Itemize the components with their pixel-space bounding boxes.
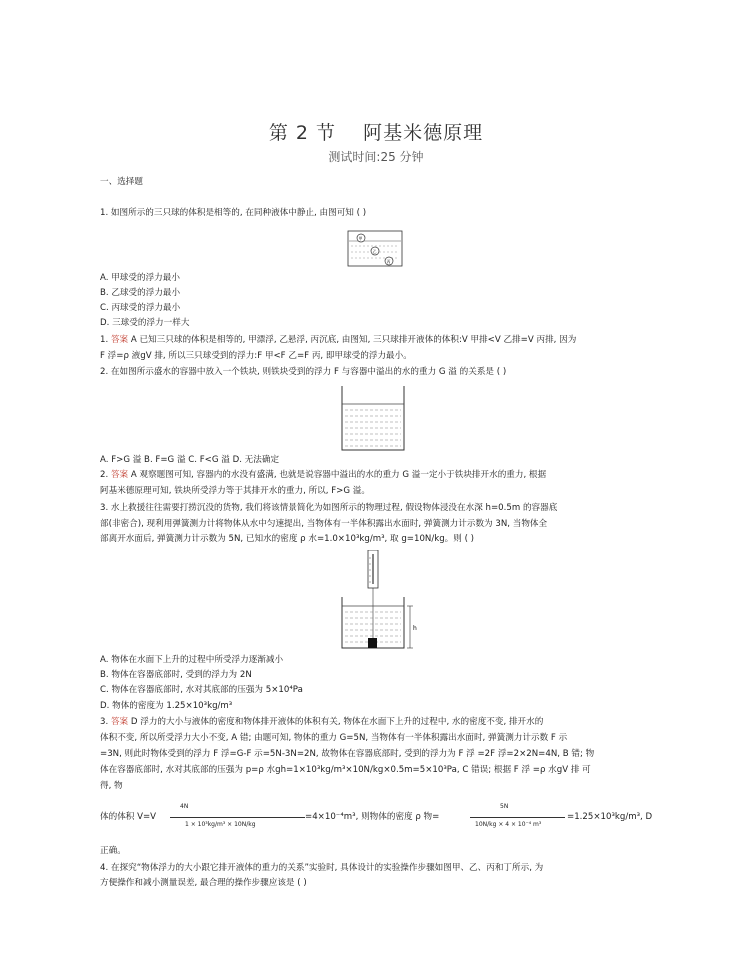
fraction2-bar [470,817,565,818]
q3-stem-line1: 3. 水上救援往往需要打捞沉没的货物, 我们将该情景简化为如图所示的物理过程, 假设物体浸没在水深 h=0.5m 的容器底 [100,503,558,513]
q3-answer-line2: 体积不变, 所以所受浮力大小不变, A 错; 由题可知, 物体的重力 G=5N, 当物体有一半体积露出水面时, 弹簧测力计示数 F 示 [100,733,568,743]
page-title: 第 2 节 阿基米德原理 [268,122,484,144]
answer-label: 答案 [110,335,129,345]
q1-answer: 1. 答案 A 已知三只球的体积是相等的, 甲漂浮, 乙悬浮, 丙沉底, 由图知, 三只球排开液体的体积:V 甲排<V 乙排=V 丙排, 因为 [100,335,577,345]
q4-stem-line2: 方便操作和减小测量误差, 最合理的操作步骤应该是 ( ) [100,878,307,888]
q3-option-a: A. 物体在水面下上升的过程中所受浮力逐渐减小 [100,655,284,665]
q1-answer-line2: F 浮=ρ 液gV 排, 所以三只球受到的浮力:F 甲<F 乙=F 丙, 即甲球受的浮力最小。 [100,351,412,361]
q1-option-c: C. 丙球受的浮力最小 [100,303,181,313]
object-block [368,638,377,648]
q2-answer-line2: 阿基米德原理可知, 铁块所受浮力等于其排开水的重力, 所以, F>G 溢。 [100,486,370,496]
q2-options: A. F>G 溢 B. F=G 溢 C. F<G 溢 D. 无法确定 [100,455,280,465]
q1-option-b: B. 乙球受的浮力最小 [100,288,181,298]
answer-label: 答案 [110,717,129,727]
q2-figure [338,384,408,454]
q1-option-d: D. 三球受的浮力一样大 [100,318,190,328]
q3-answer-line4: 体在容器底部时, 水对其底部的压强为 p=ρ 水gh=1×10³kg/m³×10N/kg×0.5m=5×10³Pa, C 错误; 根据 F 浮 =ρ 水gV 排 可 [100,765,591,775]
q3-option-b: B. 物体在容器底部时, 受到的浮力为 2N [100,670,252,680]
q3-answer: 3. 答案 D 浮力的大小与液体的密度和物体排开液体的体积有关, 物体在水面下上升的过程中, 水的密度不变, 排开水的 [100,717,544,727]
q2-stem: 2. 在如图所示盛水的容器中放入一个铁块, 则铁块受到的浮力 F 与容器中溢出的水的重力 G 溢 的关系是 ( ) [100,367,507,377]
test-time: 测试时间:25 分钟 [328,150,424,164]
q3-stem-line3: 部离开水面后, 弹簧测力计示数为 5N, 已知水的密度 ρ 水=1.0×10³kg/m³, 取 g=10N/kg。则 ( ) [100,534,475,544]
q3-answer-line6b: =4×10⁻⁴m³, 则物体的密度 ρ 物= [305,812,440,822]
fraction1-numerator: 4N [180,803,189,810]
q3-figure [336,550,426,650]
q3-answer-line6a: 体的体积 V=V [100,812,157,822]
q3-stem-line2: 部(非密合), 现利用弹簧测力计将物体从水中匀速提出, 当物体有一半体积露出水面时, 弹簧测力计示数为 3N, 当物体全 [100,519,548,529]
label-yi: 乙 [372,249,377,254]
q3-answer-line6c: =1.25×10³kg/m³, D [567,812,653,822]
fraction1-denominator: 1 × 10³kg/m³ × 10N/kg [185,821,256,828]
q2-answer: 2. 答案 A 观察题图可知, 容器内的水没有盛满, 也就是说容器中溢出的水的重力 G 溢一定小于铁块排开水的重力, 根据 [100,470,547,480]
fraction1-bar [170,817,305,818]
q4-stem-line1: 4. 在探究“物体浮力的大小跟它排开液体的重力的关系”实验时, 具体设计的实验操作步骤如图甲、乙、丙和丁所示, 为 [100,863,544,873]
q3-answer-line3: =3N, 则此时物体受到的浮力 F 浮=G-F 示=5N-3N=2N, 故物体在容器底部时, 受到的浮力为 F 浮 =2F 浮=2×2N=4N, B 错; 物 [100,749,595,759]
section-heading: 一、选择题 [100,177,143,187]
q1-option-a: A. 甲球受的浮力最小 [100,273,180,283]
depth-label: h [413,625,417,632]
q3-answer-line5: 得, 物 [100,781,123,791]
q3-answer-end: 正确。 [100,846,126,856]
fraction2-numerator: 5N [500,803,509,810]
label-bing: 丙 [386,259,391,264]
q3-option-c: C. 物体在容器底部时, 水对其底部的压强为 5×10⁴Pa [100,685,303,695]
q1-stem: 1. 如图所示的三只球的体积是相等的, 在同种液体中静止, 由图可知 ( ) [100,208,367,218]
q1-figure [345,226,405,268]
label-jia: 甲 [358,236,363,241]
fraction2-denominator: 10N/kg × 4 × 10⁻⁴ m³ [475,821,542,828]
q3-option-d: D. 物体的密度为 1.25×10³kg/m³ [100,701,233,711]
answer-label: 答案 [110,470,129,480]
